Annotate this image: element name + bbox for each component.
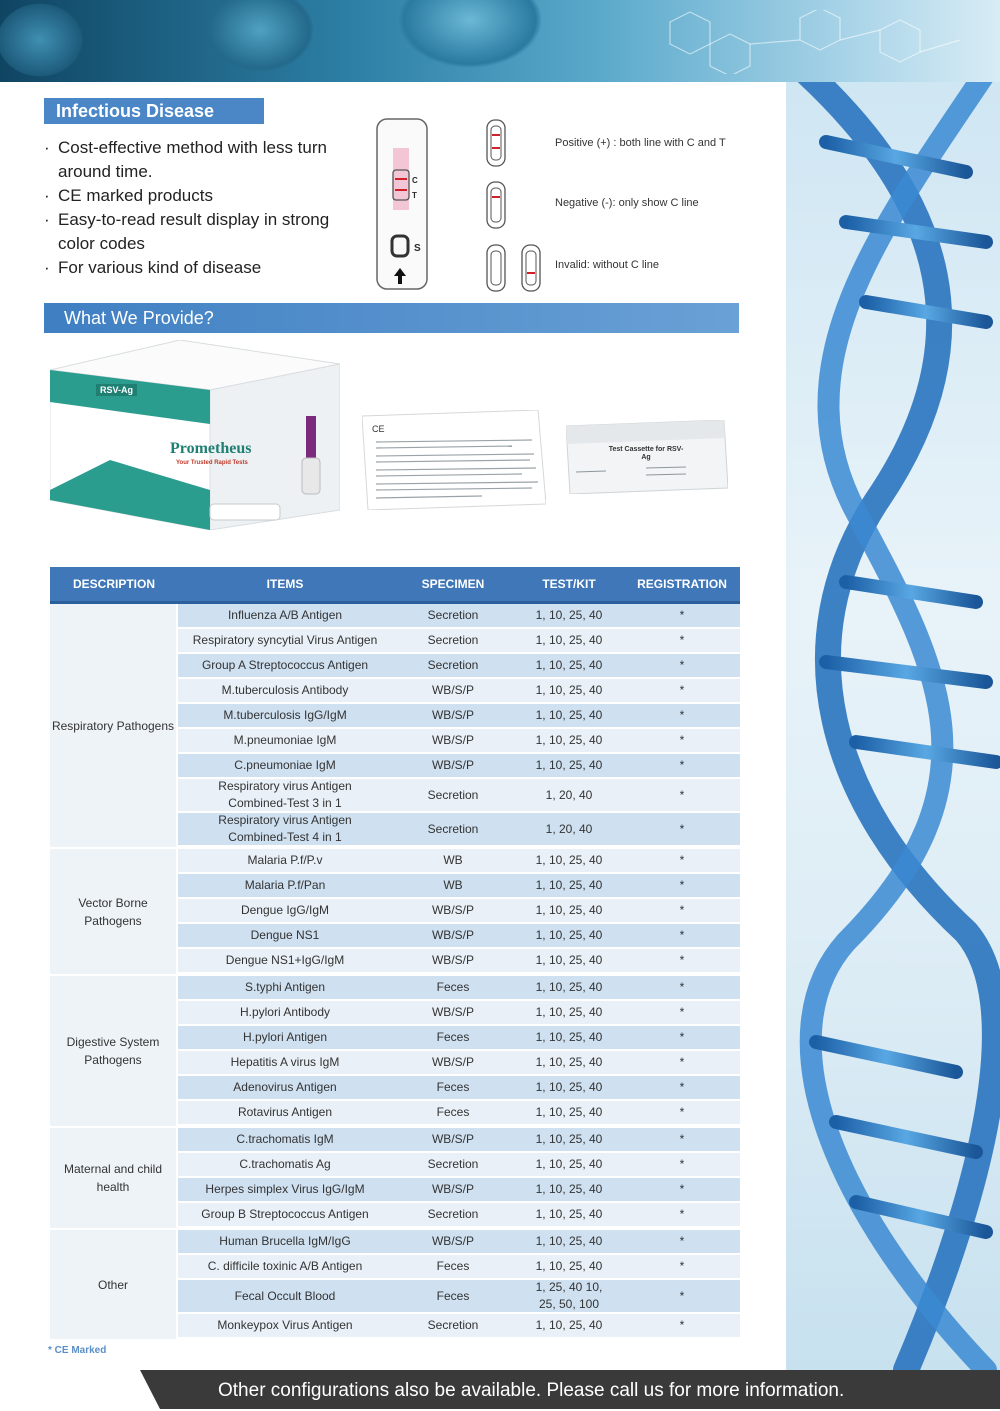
row-registration: * — [679, 758, 685, 772]
row-registration: * — [679, 1157, 685, 1171]
row-registration: * — [679, 1234, 685, 1248]
table-row — [178, 976, 740, 1001]
row-item: Dengue NS1 — [250, 928, 320, 942]
row-test-kit: 1, 10, 25, 40 — [535, 878, 603, 892]
table-row — [178, 1230, 740, 1255]
row-specimen: Feces — [436, 1105, 470, 1119]
group-description: Vector Borne Pathogens — [50, 849, 178, 974]
row-registration: * — [679, 1132, 685, 1146]
table-row — [178, 1178, 740, 1203]
row-registration: * — [679, 1080, 685, 1094]
row-registration: * — [679, 683, 685, 697]
row-item: Respiratory virus Antigen Combined-Test 3 in 1 — [218, 779, 352, 810]
row-item: Herpes simplex Virus IgG/IgM — [205, 1182, 365, 1196]
row-registration: * — [679, 608, 685, 622]
row-item: Dengue IgG/IgM — [240, 903, 330, 917]
group-description: Other — [50, 1230, 178, 1339]
group-description: Respiratory Pathogens — [50, 604, 178, 847]
table-row — [178, 1153, 740, 1178]
row-item: Group A Streptococcus Antigen — [201, 658, 369, 672]
leaflet-icon — [362, 410, 546, 510]
row-specimen: Feces — [436, 1030, 470, 1044]
row-item: C.pneumoniae IgM — [234, 758, 336, 772]
row-test-kit: 1, 10, 25, 40 — [535, 1207, 603, 1221]
row-item: Fecal Occult Blood — [234, 1288, 336, 1303]
table-header — [50, 567, 740, 604]
section-title: Infectious Disease — [44, 98, 264, 124]
row-test-kit: 1, 20, 40 — [545, 787, 593, 802]
row-specimen: Secretion — [427, 633, 479, 647]
row-registration: * — [679, 1318, 685, 1332]
row-item: Group B Streptococcus Antigen — [201, 1207, 369, 1221]
row-test-kit: 1, 10, 25, 40 — [535, 1030, 603, 1044]
cassette-s-mark: S — [414, 243, 421, 254]
row-test-kit: 1, 10, 25, 40 — [535, 1005, 603, 1019]
row-test-kit: 1, 10, 25, 40 — [535, 1157, 603, 1171]
table-group — [50, 976, 740, 1128]
header-description: DESCRIPTION — [72, 577, 155, 591]
row-item: Malaria P.f/Pan — [244, 878, 326, 892]
positive-strip-icon — [485, 118, 515, 168]
product-table — [50, 567, 740, 1341]
row-test-kit: 1, 10, 25, 40 — [535, 633, 603, 647]
table-row — [178, 1026, 740, 1051]
row-specimen: WB/S/P — [431, 928, 474, 942]
table-row — [178, 899, 740, 924]
table-group — [50, 604, 740, 849]
row-registration: * — [679, 1207, 685, 1221]
table-row — [178, 679, 740, 704]
invalid-strip-icon — [485, 243, 515, 293]
negative-strip-icon — [485, 180, 515, 230]
top-banner — [0, 0, 1000, 82]
row-specimen: WB/S/P — [431, 708, 474, 722]
row-test-kit: 1, 10, 25, 40 — [535, 1234, 603, 1248]
table-row — [178, 849, 740, 874]
table-row — [178, 813, 740, 847]
row-test-kit: 1, 10, 25, 40 — [535, 608, 603, 622]
row-test-kit: 1, 10, 25, 40 — [535, 1055, 603, 1069]
cassette-c-mark: C — [412, 176, 418, 185]
row-specimen: WB/S/P — [431, 733, 474, 747]
feature-list — [44, 136, 364, 280]
product-box-image — [50, 340, 340, 530]
row-test-kit: 1, 10, 25, 40 — [535, 928, 603, 942]
table-row — [178, 654, 740, 679]
row-specimen: Secretion — [427, 1207, 479, 1221]
banner-wedge — [0, 1370, 160, 1409]
table-row — [178, 924, 740, 949]
footnote: * CE Marked — [48, 1345, 107, 1356]
molecule-pattern-icon — [630, 10, 970, 74]
table-row — [178, 629, 740, 654]
table-row — [178, 1255, 740, 1280]
row-test-kit: 1, 10, 25, 40 — [535, 733, 603, 747]
row-registration: * — [679, 733, 685, 747]
row-item: H.pylori Antibody — [239, 1005, 331, 1019]
row-item: M.pneumoniae IgM — [233, 733, 337, 747]
bottom-message: Other configurations also be available. Please call us for more information. — [218, 1380, 845, 1401]
row-registration: * — [679, 903, 685, 917]
invalid-strip-t-icon — [520, 243, 550, 293]
row-specimen: WB/S/P — [431, 1182, 474, 1196]
row-item: Adenovirus Antigen — [233, 1080, 337, 1094]
row-specimen: Feces — [436, 1080, 470, 1094]
cassette-icon — [376, 118, 428, 290]
row-item: Influenza A/B Antigen — [227, 608, 343, 622]
header-specimen: SPECIMEN — [421, 577, 485, 591]
brand-tagline: Your Trusted Rapid Tests — [176, 460, 248, 466]
row-specimen: Secretion — [427, 1318, 479, 1332]
row-test-kit: 1, 10, 25, 40 — [535, 1259, 603, 1273]
pouch-title: Test Cassette for RSV-Ag — [608, 446, 684, 461]
row-test-kit: 1, 25, 40 10, 25, 50, 100 — [535, 1280, 603, 1311]
table-row — [178, 729, 740, 754]
header-items: ITEMS — [266, 577, 304, 591]
test-pouch-image — [566, 420, 728, 494]
row-item: H.pylori Antigen — [242, 1030, 328, 1044]
row-specimen: WB — [443, 853, 463, 867]
row-registration: * — [679, 787, 685, 802]
row-registration: * — [679, 928, 685, 942]
group-description: Digestive System Pathogens — [50, 976, 178, 1126]
row-item: C. difficile toxinic A/B Antigen — [207, 1259, 363, 1273]
table-group — [50, 1230, 740, 1341]
feature-item: · Cost-effective method with less turn around time. — [44, 138, 327, 181]
feature-item: · For various kind of disease — [44, 258, 262, 277]
row-item: M.tuberculosis IgG/IgM — [223, 708, 347, 722]
row-test-kit: 1, 20, 40 — [545, 821, 593, 836]
row-test-kit: 1, 10, 25, 40 — [535, 980, 603, 994]
table-row — [178, 1001, 740, 1026]
row-item: Monkeypox Virus Antigen — [217, 1318, 353, 1332]
row-registration: * — [679, 1105, 685, 1119]
table-row — [178, 1280, 740, 1314]
row-specimen: WB/S/P — [431, 903, 474, 917]
row-registration: * — [679, 1005, 685, 1019]
row-specimen: Feces — [436, 1259, 470, 1273]
table-row — [178, 704, 740, 729]
table-body — [50, 604, 740, 1341]
row-specimen: Secretion — [427, 608, 479, 622]
row-specimen: WB/S/P — [431, 683, 474, 697]
table-row — [178, 949, 740, 974]
row-test-kit: 1, 10, 25, 40 — [535, 683, 603, 697]
row-test-kit: 1, 10, 25, 40 — [535, 1105, 603, 1119]
test-cassette-illustration — [376, 118, 428, 290]
header-registration: REGISTRATION — [637, 577, 727, 591]
row-test-kit: 1, 10, 25, 40 — [535, 658, 603, 672]
table-row — [178, 1314, 740, 1339]
row-registration: * — [679, 1055, 685, 1069]
row-registration: * — [679, 878, 685, 892]
table-row — [178, 1076, 740, 1101]
table-row — [178, 779, 740, 813]
positive-result-label: Positive (+) : both line with C and T — [555, 137, 726, 149]
row-test-kit: 1, 10, 25, 40 — [535, 708, 603, 722]
invalid-result-label: Invalid: without C line — [555, 259, 659, 271]
row-specimen: WB/S/P — [431, 1132, 474, 1146]
table-row — [178, 1128, 740, 1153]
brand-name: Prometheus — [170, 440, 252, 457]
table-row — [178, 1051, 740, 1076]
row-test-kit: 1, 10, 25, 40 — [535, 1182, 603, 1196]
dna-helix-icon — [786, 82, 1000, 1370]
provide-section-title: What We Provide? — [44, 303, 739, 333]
row-registration: * — [679, 1259, 685, 1273]
row-specimen: Feces — [436, 1288, 470, 1303]
bottom-banner — [0, 1370, 1000, 1409]
table-row — [178, 1101, 740, 1126]
row-registration: * — [679, 1288, 685, 1303]
row-registration: * — [679, 821, 685, 836]
table-row — [178, 604, 740, 629]
row-registration: * — [679, 1182, 685, 1196]
group-description: Maternal and child health — [50, 1128, 178, 1228]
row-specimen: WB/S/P — [431, 1005, 474, 1019]
row-specimen: WB — [443, 878, 463, 892]
row-test-kit: 1, 10, 25, 40 — [535, 758, 603, 772]
table-group — [50, 1128, 740, 1230]
row-item: Rotavirus Antigen — [237, 1105, 333, 1119]
row-item: Malaria P.f/P.v — [247, 853, 323, 867]
negative-result-label: Negative (-): only show C line — [555, 197, 699, 209]
instruction-leaflet-image — [362, 410, 546, 510]
row-test-kit: 1, 10, 25, 40 — [535, 1080, 603, 1094]
row-specimen: WB/S/P — [431, 953, 474, 967]
row-specimen: WB/S/P — [431, 758, 474, 772]
row-specimen: Feces — [436, 980, 470, 994]
feature-item: · CE marked products — [44, 186, 213, 205]
row-item: Dengue NS1+IgG/IgM — [225, 953, 345, 967]
row-registration: * — [679, 853, 685, 867]
row-test-kit: 1, 10, 25, 40 — [535, 853, 603, 867]
svg-text:CE: CE — [372, 424, 385, 434]
table-row — [178, 874, 740, 899]
row-registration: * — [679, 980, 685, 994]
row-test-kit: 1, 10, 25, 40 — [535, 1132, 603, 1146]
row-item: Human Brucella IgM/IgG — [219, 1234, 351, 1248]
row-item: S.typhi Antigen — [244, 980, 326, 994]
feature-item: · Easy-to-read result display in strong color codes — [44, 210, 330, 253]
row-item: C.trachomatis IgM — [236, 1132, 334, 1146]
row-specimen: Secretion — [427, 1157, 479, 1171]
table-row — [178, 1203, 740, 1228]
dna-decoration — [786, 82, 1000, 1370]
row-specimen: Secretion — [427, 821, 479, 836]
row-registration: * — [679, 708, 685, 722]
row-test-kit: 1, 10, 25, 40 — [535, 903, 603, 917]
row-registration: * — [679, 633, 685, 647]
row-specimen: Secretion — [427, 787, 479, 802]
row-specimen: Secretion — [427, 658, 479, 672]
row-specimen: WB/S/P — [431, 1055, 474, 1069]
row-item: C.trachomatis Ag — [239, 1157, 331, 1171]
table-group — [50, 849, 740, 976]
row-registration: * — [679, 1030, 685, 1044]
row-test-kit: 1, 10, 25, 40 — [535, 1318, 603, 1332]
row-specimen: WB/S/P — [431, 1234, 474, 1248]
row-item: Hepatitis A virus IgM — [230, 1055, 340, 1069]
row-item: Respiratory virus Antigen Combined-Test 4 in 1 — [218, 813, 352, 844]
row-item: Respiratory syncytial Virus Antigen — [192, 633, 378, 647]
product-box-label: RSV-Ag — [96, 384, 137, 396]
table-row — [178, 754, 740, 779]
header-test-kit: TEST/KIT — [542, 577, 596, 591]
cassette-t-mark: T — [412, 191, 417, 200]
row-registration: * — [679, 953, 685, 967]
row-item: M.tuberculosis Antibody — [221, 683, 349, 697]
row-test-kit: 1, 10, 25, 40 — [535, 953, 603, 967]
row-registration: * — [679, 658, 685, 672]
product-box-icon — [50, 340, 340, 530]
